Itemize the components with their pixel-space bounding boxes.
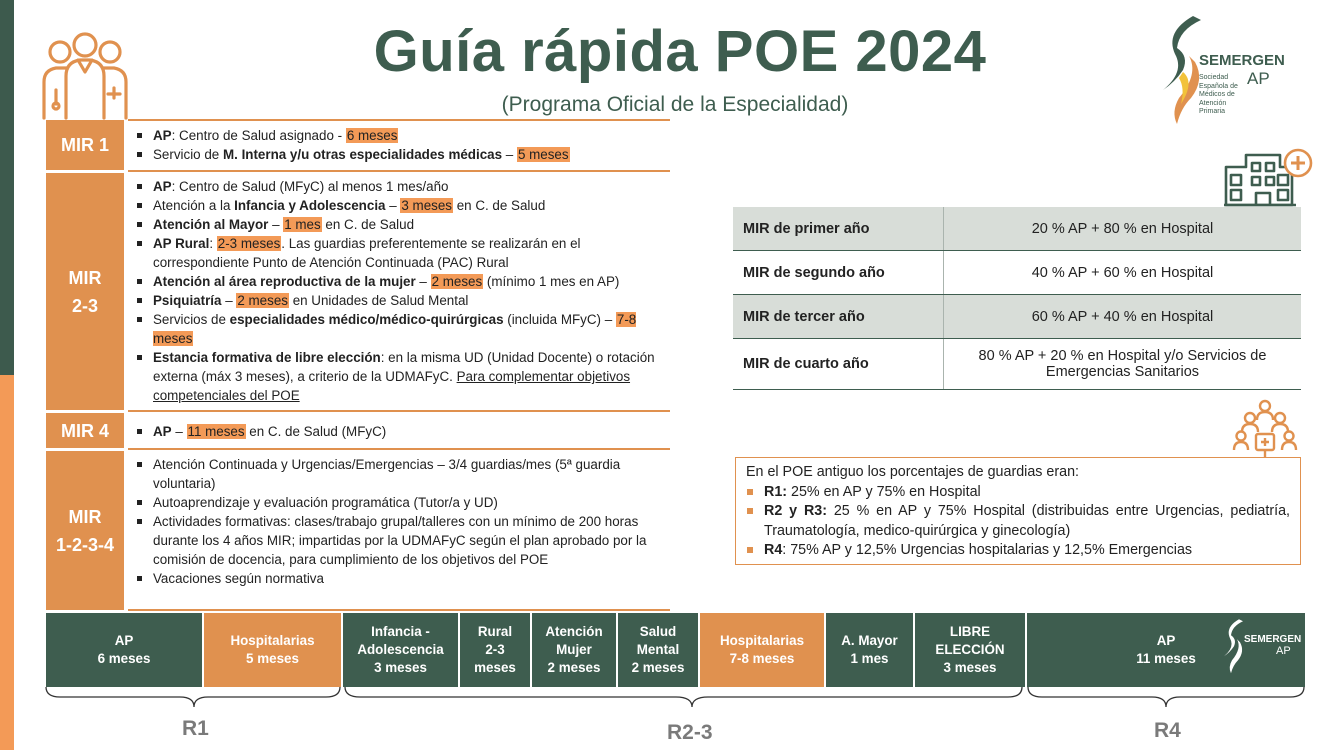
table-row: [733, 339, 1301, 390]
logo-brand: SEMERGEN: [1199, 52, 1285, 69]
table-cell-year: MIR de tercer año: [733, 295, 944, 339]
mir1234-label-line1: MIR: [68, 506, 102, 527]
bracket-r23: [345, 687, 1022, 707]
list-item: Actividades formativas: clases/trabajo grupal/talleres con un mínimo de 200 horas durante los 4 años MIR; impartidas por la UDMAFyC según el plan aprobado por la comisión de docencia, para cumplimiento de los objetivos del POE: [153, 512, 668, 569]
rotation-block-mujer: Atención Mujer 2 meses: [532, 613, 616, 687]
list-item: AP Rural: 2-3 meses. Las guardias preferentemente se realizarán en el correspondiente Punto de Atención Continuada (PAC) Rural: [153, 234, 668, 272]
table-cell-value: 20 % AP + 80 % en Hospital: [944, 207, 1302, 251]
list-item: R4: 75% AP y 12,5% Urgencias hospitalarias y 12,5% Emergencias: [764, 541, 1290, 561]
rotation-block-ap-r1: AP 6 meses: [46, 613, 202, 687]
old-poe-note-box: [735, 457, 1301, 565]
people-network-icon: [1232, 398, 1298, 460]
list-item: Servicios de especialidades médico/médico-quirúrgicas (incluida MFyC) – 7-8 meses: [153, 310, 668, 348]
divider: [128, 170, 670, 172]
mir23-label-line2: 2-3: [71, 295, 98, 316]
rotation-block-mayor: A. Mayor 1 mes: [826, 613, 913, 687]
table-cell-value: 80 % AP + 20 % en Hospital y/o Servicios de Emergencias Sanitarios: [944, 339, 1302, 390]
note-intro: En el POE antiguo los porcentajes de guardias eran:: [746, 464, 1080, 480]
list-item: Servicio de M. Interna y/u otras especialidades médicas – 5 meses: [153, 145, 668, 164]
list-item: Vacaciones según normativa: [153, 569, 668, 588]
rotation-block-hospitalarias-r1: Hospitalarias 5 meses: [204, 613, 341, 687]
list-item: R2 y R3: 25 % en AP y 75% Hospital (distribuidas entre Urgencias, pediatría, Traumatología, medico-quirúrgica y ginecología): [764, 502, 1290, 541]
divider: [128, 448, 670, 450]
bracket-label-r4: R4: [1154, 719, 1181, 742]
mir23-content: [128, 177, 668, 405]
list-item: Estancia formativa de libre elección: en la misma UD (Unidad Docente) o rotación externa (máx 3 meses), a criterio de la UDMAFyC. Para complementar objetivos competenciales del POE: [153, 348, 668, 405]
page-title: Guía rápida POE 2024: [373, 19, 987, 84]
table-cell-value: 60 % AP + 40 % en Hospital: [944, 295, 1302, 339]
mir1-content: [128, 126, 668, 164]
logo-suffix: AP: [1276, 645, 1291, 657]
mir23-label-line1: MIR: [68, 267, 102, 288]
semergen-logo: [1155, 12, 1295, 127]
divider: [128, 119, 670, 121]
mir1234-label-line2: 1-2-3-4: [55, 534, 115, 555]
mir4-content: [128, 422, 668, 441]
mir1234-content: [128, 455, 668, 588]
table-cell-value: 40 % AP + 60 % en Hospital: [944, 251, 1302, 295]
semergen-swoosh-icon: [1220, 616, 1250, 676]
table-row: [733, 295, 1301, 339]
semergen-logo-small: [1220, 616, 1300, 680]
list-item: Atención al área reproductiva de la mujer – 2 meses (mínimo 1 mes en AP): [153, 272, 668, 291]
mir1-label: MIR 1: [46, 120, 124, 170]
year-brackets: [0, 685, 1333, 715]
bracket-label-r23: R2-3: [667, 721, 713, 744]
hospital-icon: [1222, 145, 1314, 207]
rotation-block-rural: Rural 2-3 meses: [460, 613, 530, 687]
page-subtitle: (Programa Oficial de la Especialidad): [501, 93, 849, 116]
table-row: [733, 251, 1301, 295]
list-item: Atención a la Infancia y Adolescencia – 3 meses en C. de Salud: [153, 196, 668, 215]
divider: [128, 609, 670, 611]
guard-percentage-table: [733, 207, 1301, 390]
list-item: Atención al Mayor – 1 mes en C. de Salud: [153, 215, 668, 234]
list-item: Autoaprendizaje y evaluación programática (Tutor/a y UD): [153, 493, 668, 512]
bracket-label-r1: R1: [182, 717, 209, 740]
doctors-group-icon: [40, 30, 130, 120]
list-item: Atención Continuada y Urgencias/Emergencias – 3/4 guardias/mes (5ª guardia voluntaria): [153, 455, 668, 493]
list-item: AP: Centro de Salud asignado - 6 meses: [153, 126, 668, 145]
table-cell-year: MIR de segundo año: [733, 251, 944, 295]
rotation-block-hospitalarias-r23: Hospitalarias 7-8 meses: [700, 613, 824, 687]
table-cell-year: MIR de cuarto año: [733, 339, 944, 390]
table-cell-year: MIR de primer año: [733, 207, 944, 251]
list-item: AP – 11 meses en C. de Salud (MFyC): [153, 422, 668, 441]
rotation-block-infancia: Infancia - Adolescencia 3 meses: [343, 613, 458, 687]
bracket-r4: [1028, 687, 1304, 707]
rotation-block-salud-mental: Salud Mental 2 meses: [618, 613, 698, 687]
list-item: Psiquiatría – 2 meses en Unidades de Salud Mental: [153, 291, 668, 310]
logo-suffix: AP: [1247, 69, 1270, 88]
rotation-block-libre-eleccion: LIBRE ELECCIÓN 3 meses: [915, 613, 1025, 687]
list-item: AP: Centro de Salud (MFyC) al menos 1 mes/año: [153, 177, 668, 196]
left-edge-green-bar: [0, 0, 14, 375]
mir23-label: [46, 173, 124, 410]
logo-brand: SEMERGEN: [1244, 634, 1302, 645]
bracket-r1: [46, 687, 340, 707]
rotation-block-ap-r4: AP 11 meses: [1027, 613, 1305, 687]
mir1234-label: [46, 451, 124, 610]
table-row: [733, 207, 1301, 251]
list-item: R1: 25% en AP y 75% en Hospital: [764, 483, 1290, 503]
divider: [128, 410, 670, 412]
mir4-label: MIR 4: [46, 413, 124, 448]
logo-tagline: Sociedad Española de Médicos de Atención Primaria: [1199, 74, 1238, 116]
